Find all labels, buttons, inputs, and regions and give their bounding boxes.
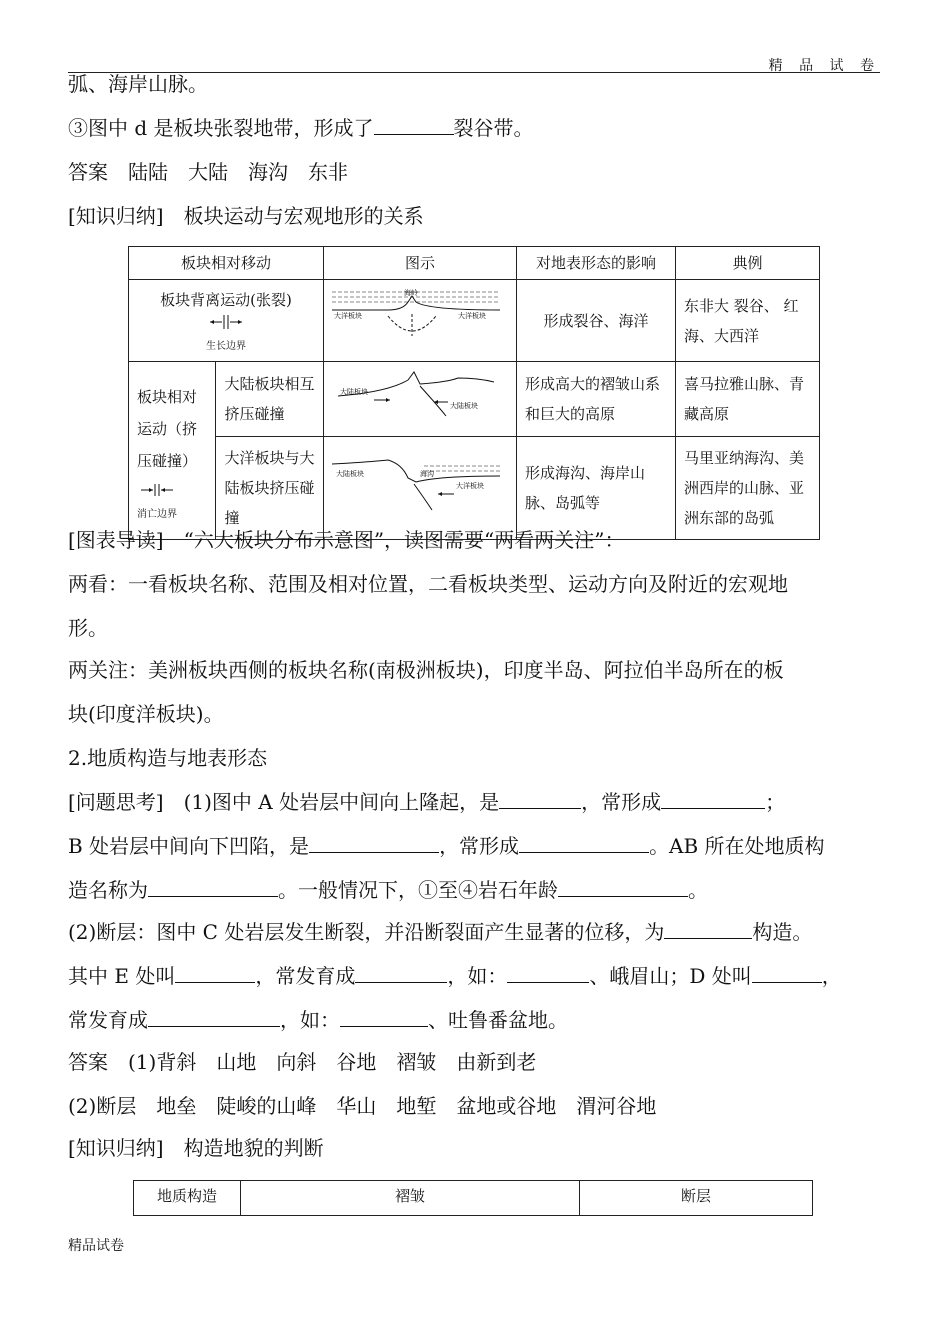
structure-landform-table [133, 1180, 813, 1216]
continental-collision-diagram [328, 366, 504, 422]
answer-blank [374, 114, 454, 135]
answer-blank [175, 962, 255, 983]
diagram-right-label: 大陆板块 [450, 402, 478, 410]
answer-blank [499, 788, 581, 809]
plate-movement-table [128, 246, 820, 540]
text-line-2-a: ③图中 d 是板块张裂地带，形成了 [68, 116, 374, 140]
question-text: ，如： [280, 1008, 340, 1032]
knowledge-heading-1: [知识归纳] 板块运动与宏观地形的关系 [68, 204, 424, 228]
answer-blank [148, 876, 278, 897]
answer-blank [148, 1006, 280, 1027]
question-text: [问题思考] (1)图中 A 处岩层中间向上隆起，是 [68, 790, 500, 814]
table-cell-group [129, 362, 216, 540]
table-row [129, 437, 820, 540]
table-cell-move: 大陆板块相互挤压碰撞 [216, 362, 324, 437]
table-header-cell: 对地表形态的影响 [517, 247, 676, 280]
question-text: ，如： [447, 964, 508, 988]
text-line-2 [68, 114, 534, 142]
question-text: ，常形成 [581, 790, 662, 814]
table-cell-effect: 形成高大的褶皱山系和巨大的高原 [517, 362, 676, 437]
table-header-row [129, 247, 820, 280]
text-line-1: 弧、海岸山脉。 [68, 72, 208, 96]
answer-blank [752, 962, 822, 983]
question-line-6 [68, 1006, 568, 1034]
divergent-boundary-icon [206, 313, 246, 331]
answer-blank [661, 788, 765, 809]
answer-blank [355, 962, 447, 983]
table-cell-effect: 形成裂谷、海洋 [517, 280, 676, 362]
table-header-cell: 典例 [676, 247, 820, 280]
table-header-cell: 地质构造 [134, 1181, 241, 1216]
table-cell-move: 大洋板块与大陆板块挤压碰撞 [216, 437, 324, 540]
move-label: 板块背离运动(张裂) [160, 290, 292, 309]
table-header-row [134, 1181, 813, 1216]
chart-guide-heading: [图表导读] “六大板块分布示意图”，读图需要“两看两关注”： [68, 528, 625, 552]
diagram-left-label: 大陆板块 [336, 470, 364, 478]
question-line-2 [68, 832, 825, 860]
diagram-right-label: 大洋板块 [458, 311, 486, 320]
page-footer-label: 精品试卷 [68, 1238, 124, 1254]
question-text: 构造。 [752, 920, 813, 944]
table-header-cell: 褶皱 [241, 1181, 580, 1216]
text-line-2-b: 裂谷带。 [453, 116, 534, 140]
answer-blank [507, 962, 589, 983]
boundary-label: 生长边界 [206, 340, 246, 352]
text-line-9: 块(印度洋板块)。 [68, 702, 224, 726]
table-cell-example: 马里亚纳海沟、美洲西岸的山脉、亚洲东部的岛弧 [676, 437, 820, 540]
table-row [129, 280, 820, 362]
question-text: ， [821, 964, 842, 988]
answer-line-3: (2)断层 地垒 陡峻的山峰 华山 地堑 盆地或谷地 渭河谷地 [68, 1094, 657, 1118]
answer-blank [519, 832, 649, 853]
trench-label: 海沟 [420, 470, 434, 478]
answer-blank [558, 876, 688, 897]
ridge-label: 海岭 [404, 288, 418, 297]
question-line-3 [68, 876, 708, 904]
question-text: (2)断层：图中 C 处岩层发生断裂，并沿断裂面产生显著的位移，为 [68, 920, 665, 944]
table-cell-diagram [324, 280, 517, 362]
text-line-6: 两看：一看板块名称、范围及相对位置，二看板块类型、运动方向及附近的宏观地 [68, 572, 788, 596]
divergent-diagram [328, 286, 504, 346]
table-cell-effect: 形成海沟、海岸山脉、岛弧等 [517, 437, 676, 540]
table-header-cell: 图示 [324, 247, 517, 280]
question-text: B 处岩层中间向下凹陷，是 [68, 834, 310, 858]
question-line-1 [68, 788, 785, 816]
table-header-cell: 断层 [580, 1181, 813, 1216]
table-cell-example: 东非大 裂谷、 红海、大西洋 [676, 280, 820, 362]
answer-blank [664, 918, 752, 939]
question-text: ； [765, 790, 786, 814]
knowledge-heading-2: [知识归纳] 构造地貌的判断 [68, 1136, 324, 1160]
table-cell-move [129, 280, 324, 362]
text-line-7: 形。 [68, 616, 108, 640]
question-text: 。 [688, 878, 708, 902]
group-label: 板块相对运动（挤压碰撞） [137, 387, 198, 470]
question-text: 造名称为 [68, 878, 148, 902]
table-cell-example: 喜马拉雅山脉、青藏高原 [676, 362, 820, 437]
question-line-4 [68, 918, 812, 946]
boundary-label: 消亡边界 [137, 508, 177, 520]
table-row [129, 362, 820, 437]
table-cell-diagram [324, 437, 517, 540]
question-text: ，常发育成 [255, 964, 356, 988]
answer-blank [340, 1006, 428, 1027]
question-text: 、吐鲁番盆地。 [428, 1008, 568, 1032]
question-line-5 [68, 962, 842, 990]
question-text: 。一般情况下，①至④岩石年龄 [278, 878, 558, 902]
question-text: ，常形成 [439, 834, 520, 858]
diagram-left-label: 大陆板块 [340, 388, 368, 396]
convergent-boundary-icon [137, 482, 177, 498]
diagram-left-label: 大洋板块 [334, 311, 362, 320]
table-cell-diagram [324, 362, 517, 437]
table-header-cell: 板块相对移动 [129, 247, 324, 280]
ocean-continent-collision-diagram [328, 452, 504, 514]
section-heading-2: 2.地质构造与地表形态 [68, 746, 268, 770]
question-text: 常发育成 [68, 1008, 148, 1032]
question-text: 其中 E 处叫 [68, 964, 176, 988]
answer-line-1: 答案 陆陆 大陆 海沟 东非 [68, 160, 348, 184]
answer-blank [309, 832, 439, 853]
page-header-label: 精 品 试 卷 [768, 58, 880, 74]
question-text: 、峨眉山；D 处叫 [589, 964, 752, 988]
question-text: 。AB 所在处地质构 [649, 834, 825, 858]
text-line-8: 两关注：美洲板块西侧的板块名称(南极洲板块)，印度半岛、阿拉伯半岛所在的板 [68, 658, 784, 682]
diagram-right-label: 大洋板块 [456, 482, 484, 490]
answer-line-2: 答案 (1)背斜 山地 向斜 谷地 褶皱 由新到老 [68, 1050, 537, 1074]
